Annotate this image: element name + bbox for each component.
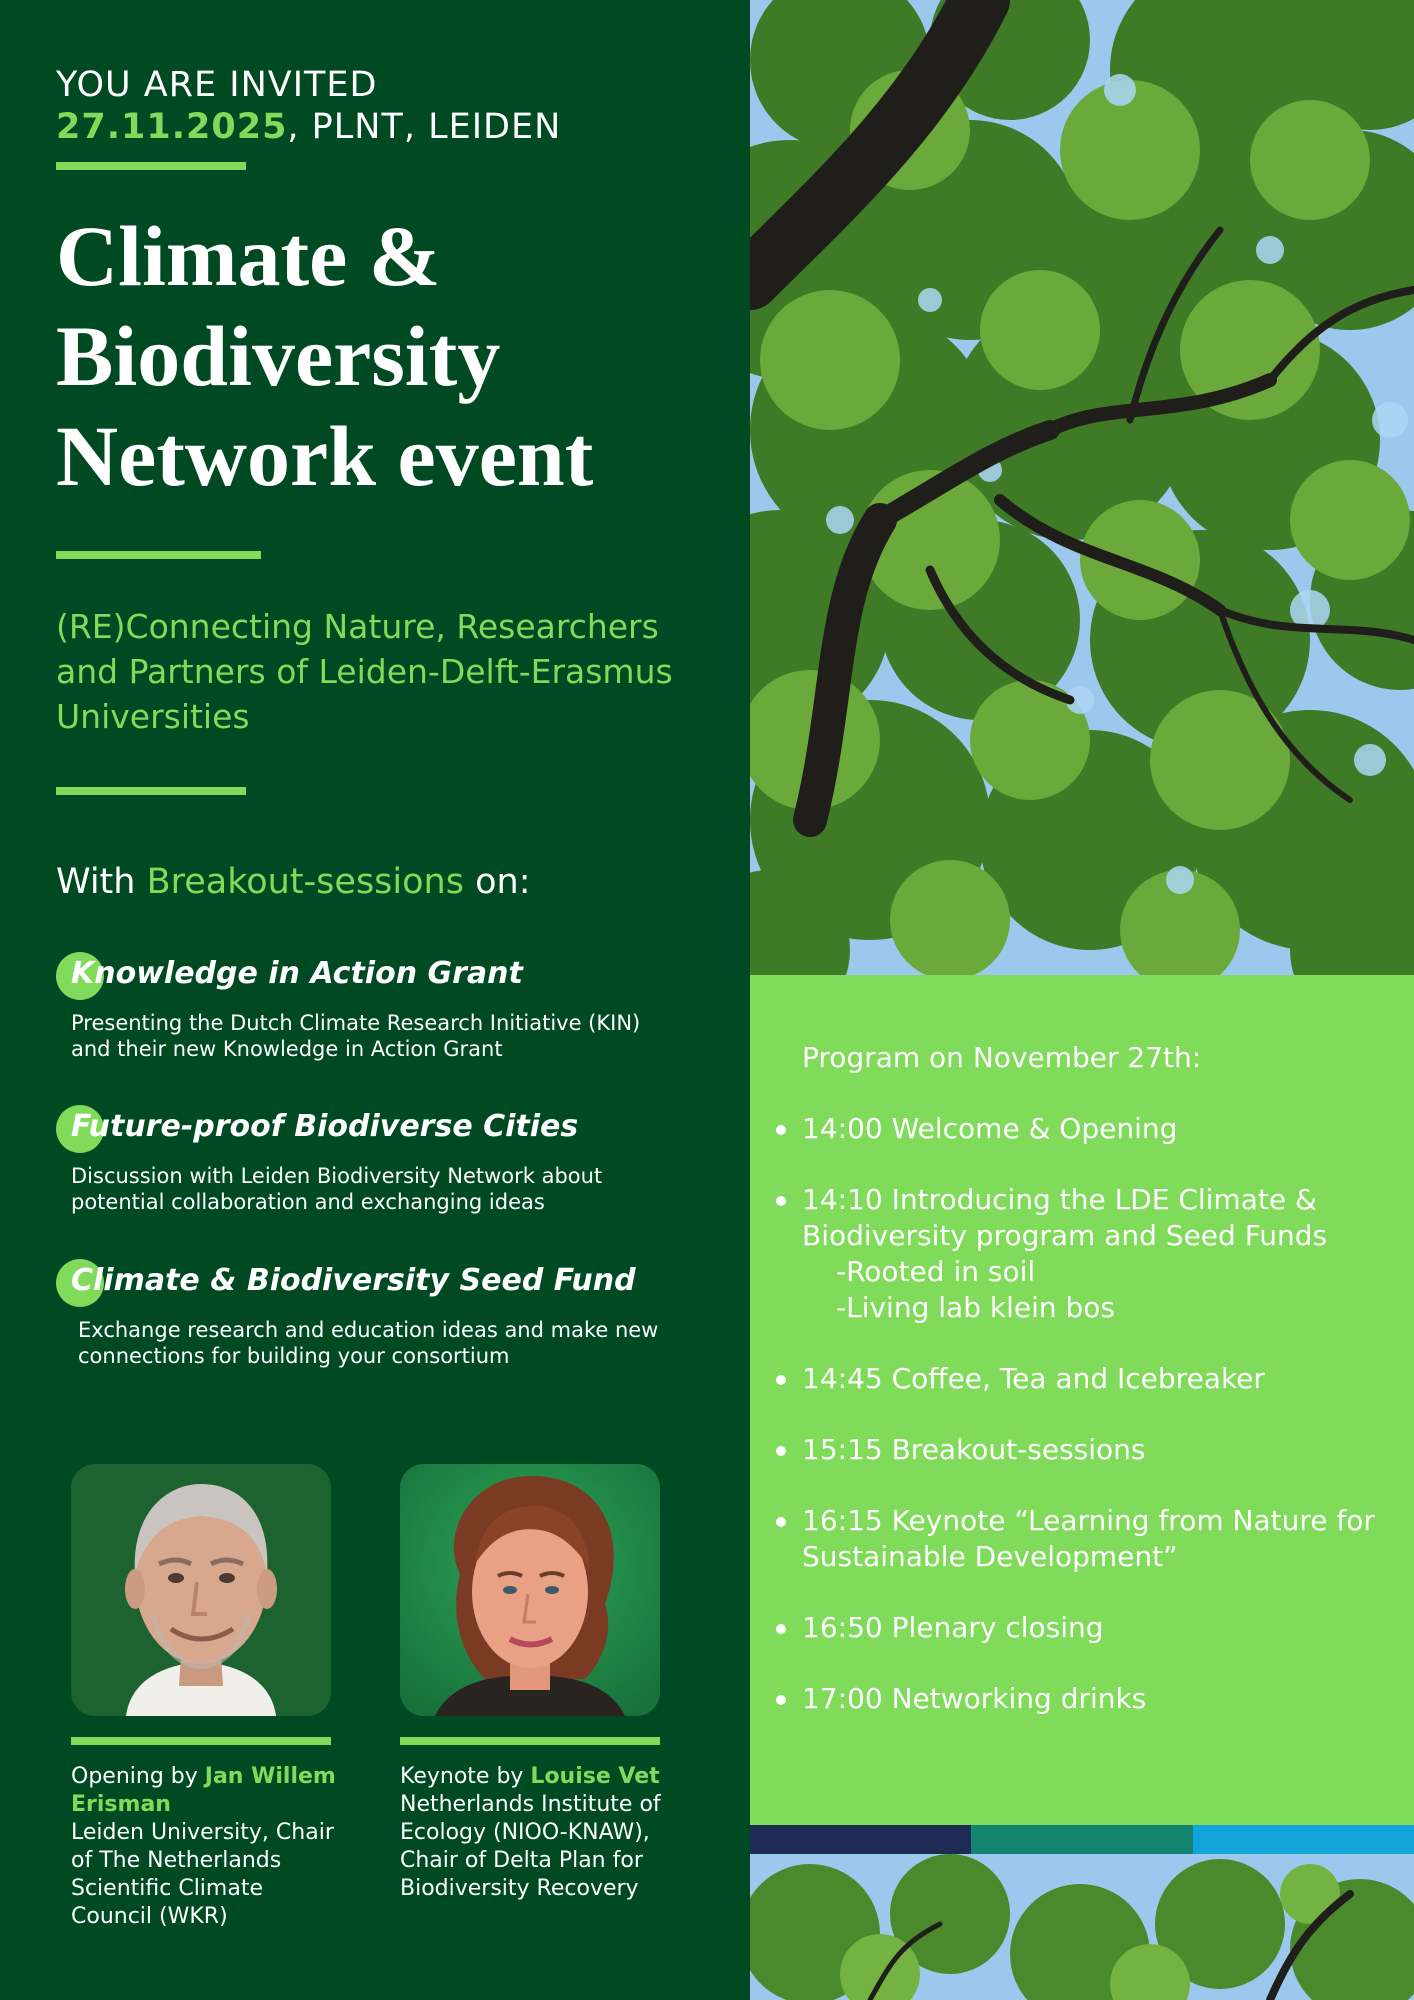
speaker-details: Leiden University, Chair of The Netherlands Scientific Climate Council (WKR) xyxy=(71,1820,334,1929)
session-description: Exchange research and education ideas and make new connections for building your consortium xyxy=(78,1318,659,1368)
divider-1 xyxy=(56,162,246,170)
page-title: Climate & Biodiversity Network event xyxy=(56,208,594,504)
right-panel xyxy=(750,0,1414,2000)
stripe-navy xyxy=(750,1825,971,1854)
session-biodiverse-cities xyxy=(56,1105,696,1225)
speaker-photo-erisman xyxy=(71,1464,331,1716)
event-location: , PLNT, LEIDEN xyxy=(287,107,562,147)
event-subtitle: (RE)Connecting Nature, Researchers and Partners of Leiden-Delft-Erasmus Universities xyxy=(56,607,673,736)
session-seed-fund xyxy=(56,1259,696,1379)
program-title: Program on November 27th: xyxy=(802,1041,1202,1074)
program-subitem: -Rooted in soil xyxy=(836,1255,1036,1288)
speaker-caption-vet xyxy=(400,1763,680,1903)
program-item: 14:45 Coffee, Tea and Icebreaker xyxy=(802,1361,1392,1397)
session-description: Discussion with Leiden Biodiversity Network about potential collaboration and exchanging ideas xyxy=(71,1164,603,1214)
speaker-name: Jan Willem Erisman xyxy=(71,1764,336,1817)
breakout-intro xyxy=(56,862,531,902)
speaker-name: Louise Vet xyxy=(530,1764,660,1789)
program-item: 15:15 Breakout-sessions xyxy=(802,1432,1392,1468)
speaker-divider xyxy=(400,1737,660,1745)
speaker-details: Netherlands Institute of Ecology (NIOO-KNAW), Chair of Delta Plan for Biodiversity Recovery xyxy=(400,1792,661,1901)
event-date: 27.11.2025 xyxy=(56,107,288,147)
breakout-suffix: on: xyxy=(463,862,531,902)
stripe-teal xyxy=(971,1825,1192,1854)
session-title: Future-proof Biodiverse Cities xyxy=(71,1109,579,1144)
speaker-role: Opening by xyxy=(71,1764,205,1789)
session-knowledge-grant xyxy=(56,952,696,1072)
program-item-text: 14:10 Introducing the LDE Climate & Biodiversity program and Seed Funds xyxy=(802,1183,1328,1252)
program-panel xyxy=(750,975,1414,1825)
speaker-divider xyxy=(71,1737,331,1745)
color-stripes xyxy=(750,1825,1414,1854)
session-title: Knowledge in Action Grant xyxy=(71,956,523,991)
program-item: 14:00 Welcome & Opening xyxy=(802,1111,1392,1147)
program-subitem: -Living lab klein bos xyxy=(836,1291,1116,1324)
date-location-line xyxy=(56,106,561,148)
tree-canopy-image-bottom xyxy=(750,1854,1414,2000)
divider-2 xyxy=(56,551,261,559)
stripe-blue xyxy=(1193,1825,1414,1854)
breakout-highlight: Breakout-sessions xyxy=(146,862,464,902)
session-title: Climate & Biodiversity Seed Fund xyxy=(71,1263,636,1298)
program-item: 16:15 Keynote “Learning from Nature for Sustainable Development” xyxy=(802,1503,1392,1575)
program-item: 17:00 Networking drinks xyxy=(802,1681,1392,1717)
invited-line: YOU ARE INVITED xyxy=(56,65,378,105)
session-description: Presenting the Dutch Climate Research Initiative (KIN) and their new Knowledge in Action Grant xyxy=(71,1011,641,1061)
speaker-role: Keynote by xyxy=(400,1764,531,1789)
program-item: 16:50 Plenary closing xyxy=(802,1610,1392,1646)
program-item xyxy=(802,1182,1392,1326)
divider-3 xyxy=(56,787,246,795)
breakout-prefix: With xyxy=(56,862,147,902)
tree-canopy-image xyxy=(750,0,1414,975)
invitation-header xyxy=(56,64,561,148)
program-list xyxy=(802,1111,1392,1752)
speaker-caption-erisman xyxy=(71,1763,351,1931)
speaker-photo-vet xyxy=(400,1464,660,1716)
